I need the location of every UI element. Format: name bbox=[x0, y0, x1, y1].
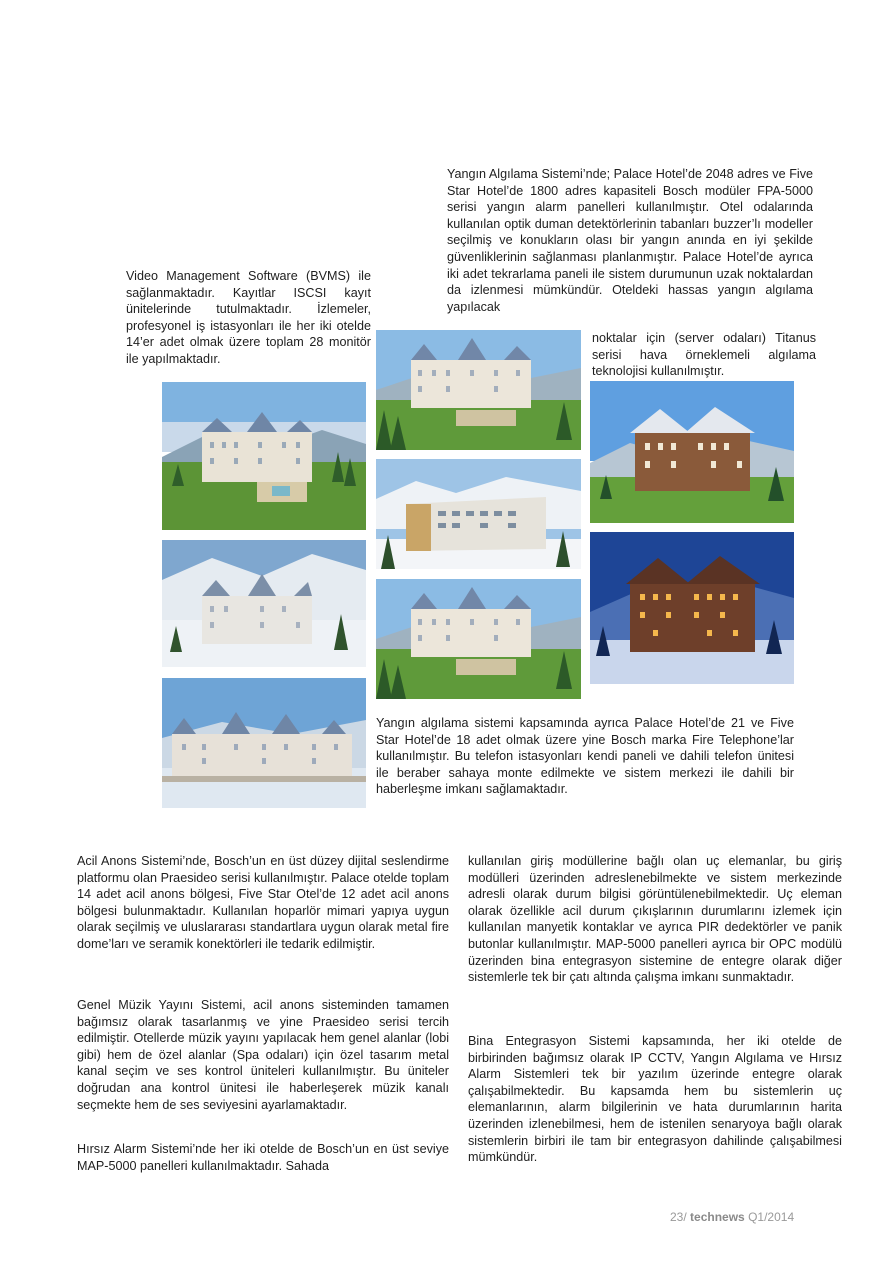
intro-right-text: Yangın Algılama Sistemi’nde; Palace Hotel’de 2048 adres ve Five Star Hotel’de 1800 adres kapasiteli Bosch modüler FPA-5000 serisi yangın alarm panelleri kullanılmıştır. Otel odalarında kullanılan optik duman detektörlerinin tabanları buzzer’lı modeller seçilmiş ve konukların olası bir yangın anında en iyi şekilde güvenliklerinin sağlanması planlanmıştır. Palace Hotel’de ayrıca iki adet tekrarlama paneli ile sistem durumunun uzak noktalardan da izlenmesi mümkündür. Oteldeki hassas yangın algılama yapılacak bbox=[447, 167, 813, 314]
photo-palace-hotel-panorama bbox=[162, 678, 366, 808]
background-music-paragraph: Genel Müzik Yayını Sistemi, acil anons sisteminden tamamen bağımsız olarak tasarlanmış ve yine Praesideo serisi tercih edilmiştir. Otellerde müzik yayını yapılacak hem genel alanlar (lobi gibi) hem de özel alanlar (Spa odaları) için özel tasarım metal kanal seçim ve ses kontrol üniteleri kullanılmıştır. Bu üniteler doğrudan ana kontrol ünitesi ile haberleşerek müzik kanalı seçmekte hem de ses seviyesini ayarlamaktadır. bbox=[77, 998, 449, 1112]
intro-left-text: Video Management Software (BVMS) ile sağlanmaktadır. Kayıtlar ISCSI kayıt ünitelerinde tutulmaktadır. İzlemeler, profesyonel iş istasyonları ile her iki otelde 14’er adet olmak üzere toplam 28 monitör ile yapılmaktadır. bbox=[126, 269, 371, 366]
photo-palace-hotel-winter bbox=[162, 540, 366, 667]
photo-five-star-hotel-night bbox=[590, 532, 794, 684]
public-address-paragraph: Acil Anons Sistemi’nde, Bosch’un en üst düzey dijital seslendirme platformu olan Praesideo serisi kullanılmıştır. Palace otelde toplam 14 adet acil anons bölgesi, Five Star Otel’de 12 adet acil anons bölgesi bulunmaktadır. Kullanılan hoparlör mimari yapıya uygun olarak seçilmiş ve uluslararası standartlara uygun olarak metal fire dome’ları ve seramik konektörleri ile tedarik edilmiştir. bbox=[77, 854, 449, 951]
intro-right-continued: noktalar için (server odaları) Titanus serisi hava örneklemeli algılama teknolojisi kullanılmıştır. bbox=[592, 331, 816, 379]
intrusion-alarm-paragraph: Hırsız Alarm Sistemi’nde her iki otelde de Bosch’un en üst seviye MAP-5000 panelleri kullanılmaktadır. Sahada bbox=[77, 1142, 449, 1173]
photo-palace-hotel-summer bbox=[162, 382, 366, 530]
footer-separator: / bbox=[683, 1210, 687, 1224]
photo-palace-hotel-aerial bbox=[376, 579, 581, 699]
photo-palace-hotel-front bbox=[376, 330, 581, 450]
building-integration-paragraph: Bina Entegrasyon Sistemi kapsamında, her iki otelde de birbirinden bağımsız olarak IP CCTV, Yangın Algılama ve Hırsız Alarm Sistemleri tek bir yazılım üzerinde entegre olarak çalışabilmektedir. Bu kapsamda hem bu sistemlerin uç elemanlarının, alarm bilgilerinin ve hata durumlarının harita üzerinden izlenebilmesi, hem de istenilen senaryoya bağlı olarak sistemlerin birbiri ile tam bir entegrasyon dahilinde çalışabilmesi mümkündür. bbox=[468, 1034, 842, 1165]
photo-five-star-hotel-summer bbox=[590, 381, 794, 523]
page-footer bbox=[670, 1210, 794, 1224]
input-modules-paragraph: kullanılan giriş modüllerine bağlı olan uç elemanlar, bu giriş modülleri üzerinden adreslenebilmekte ve sistem merkezinde adresli olarak durum bilgisi görüntülenebilmektedir. Uç eleman olarak özellikle acil durum çıkışlarının durumlarını izlemek için kullanılan manyetik kontaklar ve ayrıca PIR dedektörler ve panik butonlar kullanılmıştır. MAP-5000 panelleri ayrıca bir OPC modülü üzerinden bina entegrasyon sistemine de entegre olarak diğer sistemlerle tek bir çatı altında çalışma imkanı sunmaktadır. bbox=[468, 854, 842, 985]
page-number: 23 bbox=[670, 1210, 684, 1224]
issue-label: Q1/2014 bbox=[748, 1210, 795, 1224]
photo-hotel-winter-modern bbox=[376, 459, 581, 569]
fire-telephone-paragraph: Yangın algılama sistemi kapsamında ayrıca Palace Hotel’de 21 ve Five Star Hotel’de 18 adet olmak üzere yine Bosch marka Fire Telephone’lar kullanılmıştır. Bu telefon istasyonları kendi paneli ve dahili telefon ünitesi ile beraber sahaya monte edilmekte ve sistem merkezi ile dahili bir haberleşme imkanı sağlamaktadır. bbox=[376, 716, 794, 797]
magazine-brand: technews bbox=[690, 1210, 745, 1224]
